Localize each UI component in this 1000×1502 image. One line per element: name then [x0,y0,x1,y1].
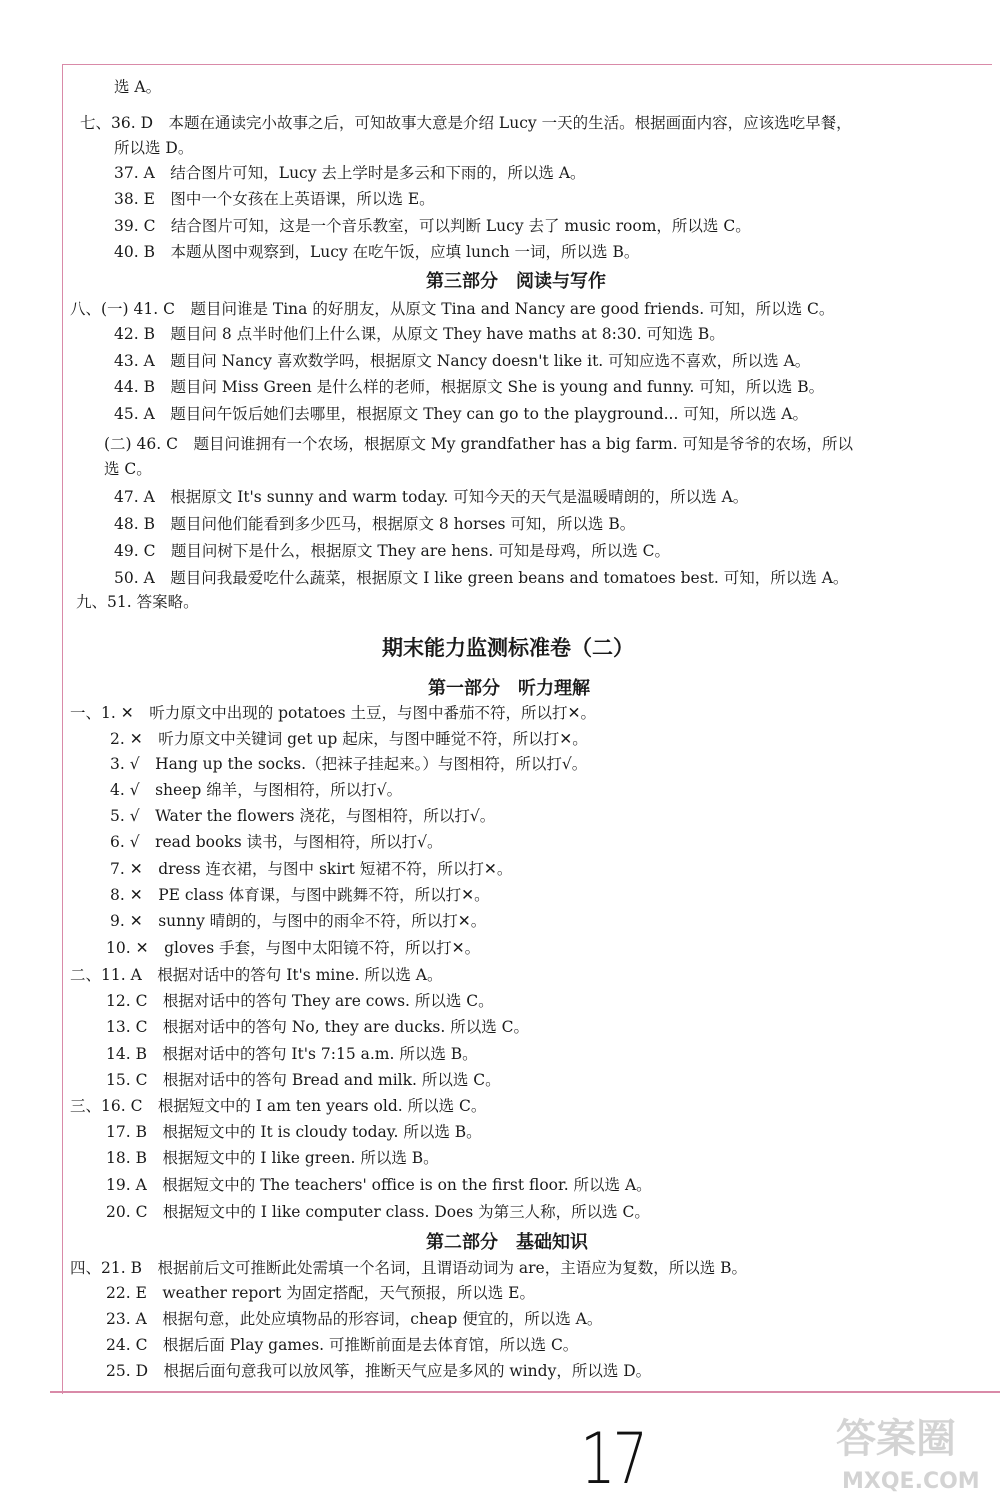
answer-line: 3. √ Hang up the socks.（把袜子挂起来。）与图相符，所以打√。 [110,755,588,773]
section-heading-part1: 第一部分 听力理解 [428,678,590,699]
answer-line: 5. √ Water the flowers 浇花，与图相符，所以打√。 [110,807,496,825]
answer-line: 38. E 图中一个女孩在上英语课，所以选 E。 [114,190,435,208]
answer-line: 17. B 根据短文中的 It is cloudy today. 所以选 B。 [106,1123,482,1141]
answer-line: 37. A 结合图片可知，Lucy 去上学时是多云和下雨的，所以选 A。 [114,164,586,182]
section-heading-part3: 第三部分 阅读与写作 [426,271,606,292]
answer-line: 40. B 本题从图中观察到，Lucy 在吃午饭，应填 lunch 一词，所以选 B。 [114,243,640,261]
answer-line: 10. ✕ gloves 手套，与图中太阳镜不符，所以打✕。 [106,939,481,957]
section-heading-part2: 第二部分 基础知识 [426,1232,588,1253]
answer-line: 47. A 根据原文 It's sunny and warm today. 可知今天的天气是温暖晴朗的，所以选 A。 [114,488,749,506]
answer-line: 48. B 题目问他们能看到多少匹马，根据原文 8 horses 可知，所以选 B。 [114,515,636,533]
answer-line: 45. A 题目问午饭后她们去哪里，根据原文 They can go to the playground... 可知，所以选 A。 [114,405,808,423]
answer-line: 4. √ sheep 绵羊，与图相符，所以打√。 [110,781,403,799]
answer-line: 43. A 题目问 Nancy 喜欢数学吗，根据原文 Nancy doesn't like it. 可知应选不喜欢，所以选 A。 [114,352,811,370]
page-frame-left [62,64,63,1394]
page-frame-top [62,64,992,65]
answer-line: 2. ✕ 听力原文中关键词 get up 起床，与图中睡觉不符，所以打✕。 [110,730,588,748]
answer-line: 所以选 D。 [114,139,194,157]
answer-line: 一、1. ✕ 听力原文中出现的 potatoes 土豆，与图中番茄不符，所以打✕。 [70,704,596,722]
answer-line: 三、16. C 根据短文中的 I am ten years old. 所以选 C。 [70,1097,487,1115]
answer-line: 44. B 题目问 Miss Green 是什么样的老师，根据原文 She is young and funny. 可知，所以选 B。 [114,378,825,396]
answer-line: 九、51. 答案略。 [76,593,199,611]
answer-line: 6. √ read books 读书，与图相符，所以打√。 [110,833,443,851]
answer-line: 8. ✕ PE class 体育课，与图中跳舞不符，所以打✕。 [110,886,490,904]
answer-line: (二) 46. C 题目问谁拥有一个农场，根据原文 My grandfather has a big farm. 可知是爷爷的农场，所以 [104,435,854,453]
answer-line: 39. C 结合图片可知，这是一个音乐教室，可以判断 Lucy 去了 music room，所以选 C。 [114,217,751,235]
answer-line: 50. A 题目问我最爱吃什么蔬菜，根据原文 I like green beans and tomatoes best. 可知，所以选 A。 [114,569,849,587]
answer-line: 选 A。 [114,78,162,96]
answer-line: 20. C 根据短文中的 I like computer class. Does 为第三人称，所以选 C。 [106,1203,650,1221]
handwritten-page-number: 17 [580,1418,645,1500]
answer-line: 23. A 根据句意，此处应填物品的形容词，cheap 便宜的，所以选 A。 [106,1310,603,1328]
answer-line: 12. C 根据对话中的答句 They are cows. 所以选 C。 [106,992,494,1010]
answer-line: 八、(一) 41. C 题目问谁是 Tina 的好朋友，从原文 Tina and Nancy are good friends. 可知，所以选 C。 [70,300,835,318]
answer-line: 七、36. D 本题在通读完小故事之后，可知故事大意是介绍 Lucy 一天的生活。根据画面内容，应该选吃早餐， [80,114,852,132]
answer-line: 15. C 根据对话中的答句 Bread and milk. 所以选 C。 [106,1071,501,1089]
answer-line: 二、11. A 根据对话中的答句 It's mine. 所以选 A。 [70,966,443,984]
answer-line: 14. B 根据对话中的答句 It's 7:15 a.m. 所以选 B。 [106,1045,478,1063]
answer-line: 22. E weather report 为固定搭配，天气预报，所以选 E。 [106,1284,535,1302]
answer-line: 18. B 根据短文中的 I like green. 所以选 B。 [106,1149,439,1167]
watermark-logo [832,1408,992,1498]
exam-title: 期末能力监测标准卷（二） [382,636,634,660]
page-frame-bottom [50,1391,1000,1393]
answer-line: 49. C 题目问树下是什么，根据原文 They are hens. 可知是母鸡，所以选 C。 [114,542,671,560]
watermark-text: 答案圈 [836,1416,956,1462]
answer-line: 42. B 题目问 8 点半时他们上什么课，从原文 They have maths at 8:30. 可知选 B。 [114,325,725,343]
answer-line: 9. ✕ sunny 晴朗的，与图中的雨伞不符，所以打✕。 [110,912,487,930]
answer-line: 25. D 根据后面句意我可以放风筝，推断天气应是多风的 windy，所以选 D。 [106,1362,652,1380]
answer-line: 13. C 根据对话中的答句 No, they are ducks. 所以选 C。 [106,1018,530,1036]
answer-line: 7. ✕ dress 连衣裙，与图中 skirt 短裙不符，所以打✕。 [110,860,513,878]
watermark-domain: MXQE.COM [842,1469,980,1494]
answer-line: 19. A 根据短文中的 The teachers' office is on the first floor. 所以选 A。 [106,1176,652,1194]
answer-line: 四、21. B 根据前后文可推断此处需填一个名词，且谓语动词为 are，主语应为复数，所以选 B。 [70,1259,748,1277]
answer-line: 24. C 根据后面 Play games. 可推断前面是去体育馆，所以选 C。 [106,1336,579,1354]
answer-line: 选 C。 [104,460,152,478]
